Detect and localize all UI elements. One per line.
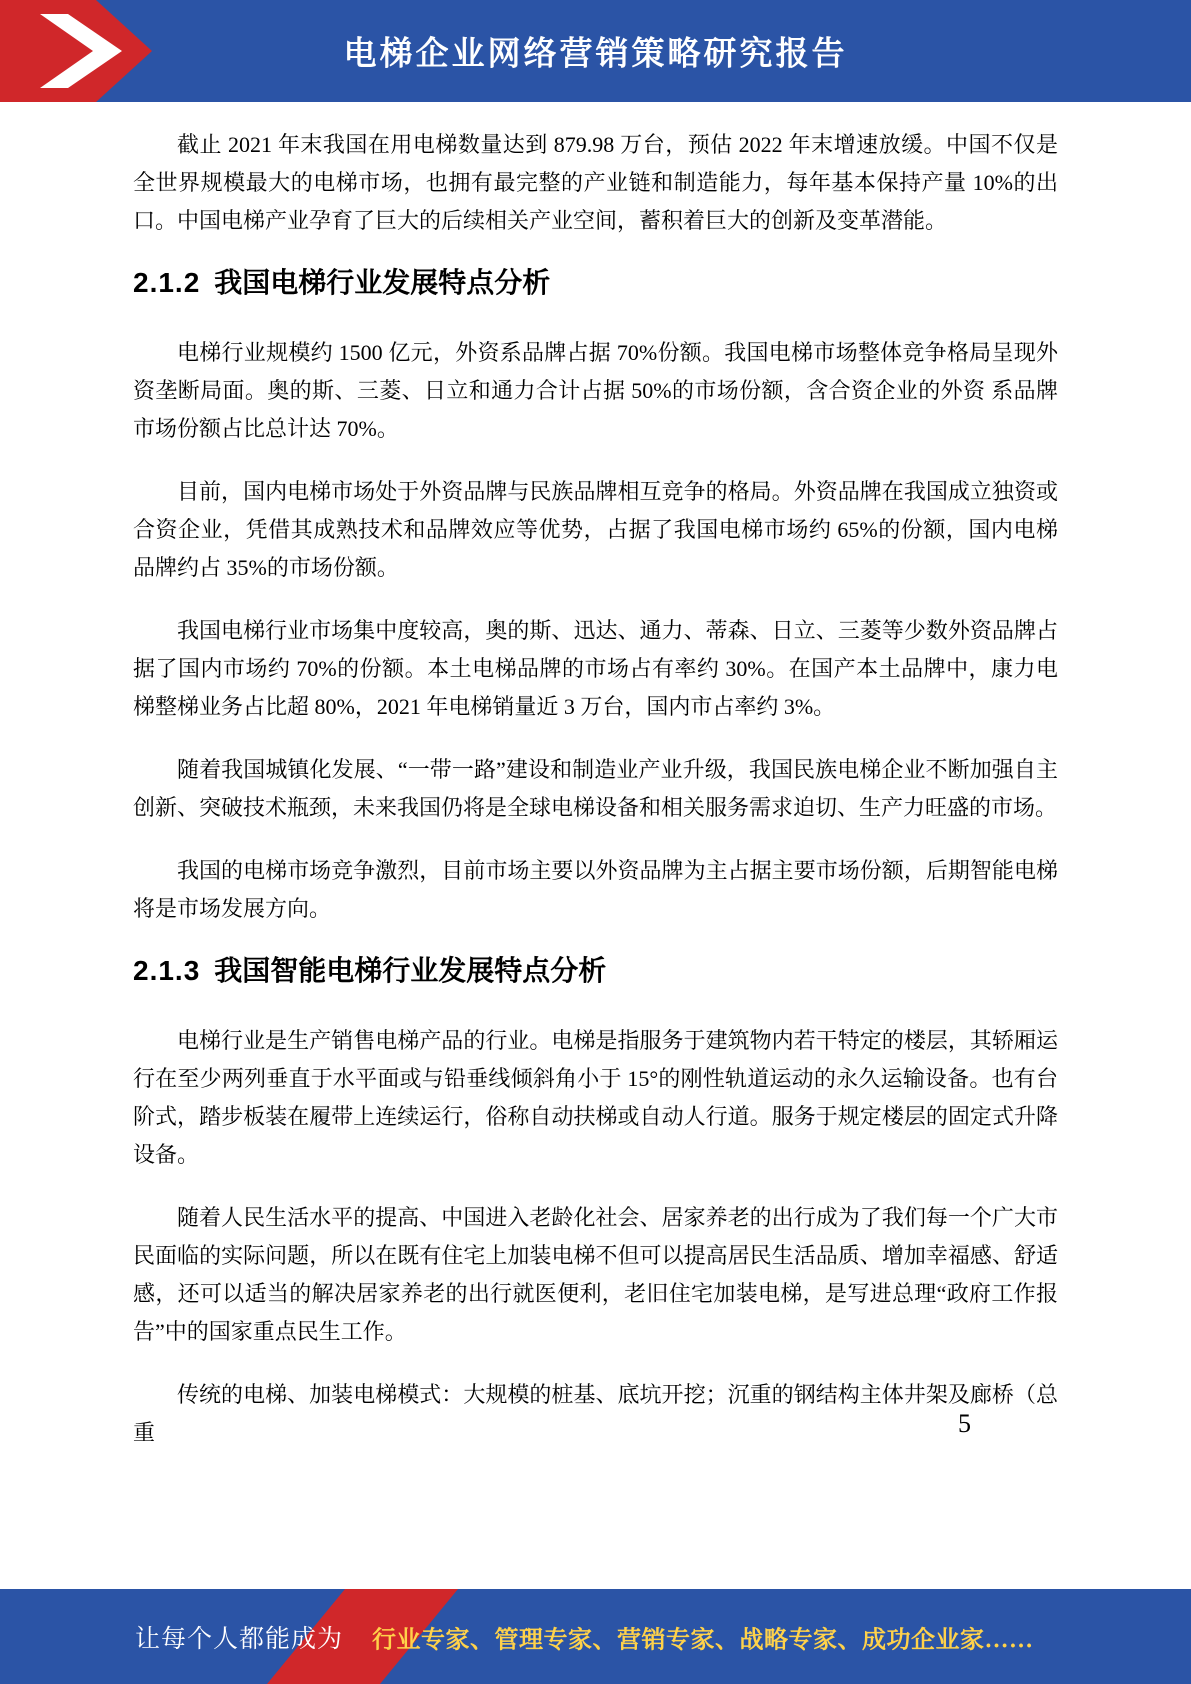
page-number: 5 [958, 1409, 971, 1438]
paragraph: 随着人民生活水平的提高、中国进入老龄化社会、居家养老的出行成为了我们每一个广大市民面临的实际问题，所以在既有住宅上加装电梯不但可以提高居民生活品质、增加幸福感、舒适感，还可以适当的解决居家养老的出行就医便利，老旧住宅加装电梯，是写进总理“政府工作报告”中的国家重点民生工作。 [133, 1205, 1058, 1344]
footer-slogan-left: 让每个人都能成为 [135, 1625, 344, 1653]
document-body [133, 126, 1058, 1477]
paragraph: 随着我国城镇化发展、“一带一路”建设和制造业产业升级，我国民族电梯企业不断加强自主创新、突破技术瓶颈，未来我国仍将是全球电梯设备和相关服务需求迫切、生产力旺盛的市场。 [133, 757, 1058, 820]
paragraph: 电梯行业是生产销售电梯产品的行业。电梯是指服务于建筑物内若干特定的楼层，其轿厢运行在至少两列垂直于水平面或与铅垂线倾斜角小于 15°的刚性轨道运动的永久运输设备。也有台阶式，踏步板装在履带上连续运行，俗称自动扶梯或自动人行道。服务于规定楼层的固定式升降设备。 [133, 1028, 1058, 1167]
intro-paragraph: 截止 2021 年末我国在用电梯数量达到 879.98 万台，预估 2022 年末增速放缓。中国不仅是全世界规模最大的电梯市场，也拥有最完整的产业链和制造能力，每年基本保持产量 10%的出口。中国电梯产业孕育了巨大的后续相关产业空间，蓄积着巨大的创新及变革潜能。 [133, 132, 1058, 233]
section-number: 2.1.2 [133, 267, 201, 298]
page-footer [0, 1589, 1191, 1684]
paragraph: 我国的电梯市场竞争激烈，目前市场主要以外资品牌为主占据主要市场份额，后期智能电梯将是市场发展方向。 [133, 858, 1058, 921]
paragraph: 电梯行业规模约 1500 亿元，外资系品牌占据 70%份额。我国电梯市场整体竞争格局呈现外 资垄断局面。奥的斯、三菱、日立和通力合计占据 50%的市场份额，含合资企业的外资 系品牌市场份额占比总计达 70%。 [133, 340, 1058, 441]
section-title: 我国电梯行业发展特点分析 [214, 267, 551, 298]
section-title: 我国智能电梯行业发展特点分析 [214, 955, 607, 986]
paragraph: 传统的电梯、加装电梯模式：大规模的桩基、底坑开挖；沉重的钢结构主体井架及廊桥（总重 [133, 1382, 1058, 1445]
paragraph: 我国电梯行业市场集中度较高，奥的斯、迅达、通力、蒂森、日立、三菱等少数外资品牌占据了国内市场约 70%的份额。本土电梯品牌的市场占有率约 30%。在国产本土品牌中，康力电梯整梯业务占比超 80%，2021 年电梯销量近 3 万台，国内市占率约 3%。 [133, 618, 1058, 719]
paragraph: 目前，国内电梯市场处于外资品牌与民族品牌相互竞争的格局。外资品牌在我国成立独资或合资企业，凭借其成熟技术和品牌效应等优势，占据了我国电梯市场约 65%的份额，国内电梯品牌约占 35%的市场份额。 [133, 479, 1058, 580]
report-title: 电梯企业网络营销策略研究报告 [343, 34, 848, 72]
section-number: 2.1.3 [133, 955, 201, 986]
page-header [0, 0, 1191, 102]
section-heading-212 [133, 265, 1058, 301]
footer-slogan-right: 行业专家、管理专家、营销专家、战略专家、成功企业家…… [372, 1627, 1034, 1653]
section-heading-213 [133, 953, 1058, 989]
